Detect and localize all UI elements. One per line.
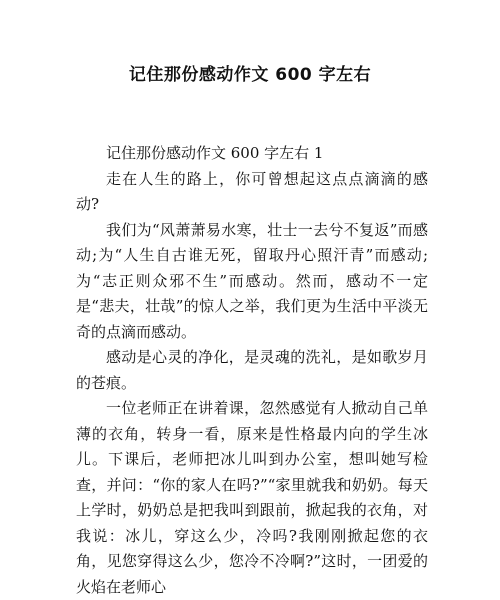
paragraph: 一位老师正在讲着课，忽然感觉有人掀动自己单薄的衣角，转身一看，原来是性格最内向的学生冰儿。下课后，老师把冰儿叫到办公室，想叫她写检查，并问：“你的家人在吗?”“家里就我和奶奶。每天上学时，奶奶总是把我叫到跟前，掀起我的衣角，对我说：冰儿，穿这么少，冷吗?我刚刚掀起您的衣角，见您穿得这么少，您冷不冷啊?”这时，一团爱的火焰在老师心	[76, 399, 428, 596]
paragraph-subtitle: 记住那份感动作文 600 字左右 1	[106, 144, 324, 162]
paragraph: 我们为“风萧萧易水寒，壮士一去兮不复返”而感动;为“人生自古谁无死，留取丹心照汗青”而感动;为“志正则众邪不生”而感动。然而，感动不一定是“悲夫，壮哉”的惊人之举，我们更为生活中平淡无奇的点滴而感动。	[76, 220, 428, 341]
paragraph: 感动是心灵的净化，是灵魂的洗礼，是如歌岁月的苍痕。	[76, 348, 428, 392]
document-body	[76, 141, 428, 600]
paragraph: 走在人生的路上，你可曾想起这点点滴滴的感动?	[76, 169, 428, 213]
document-title: 记住那份感动作文 600 字左右	[128, 65, 372, 85]
